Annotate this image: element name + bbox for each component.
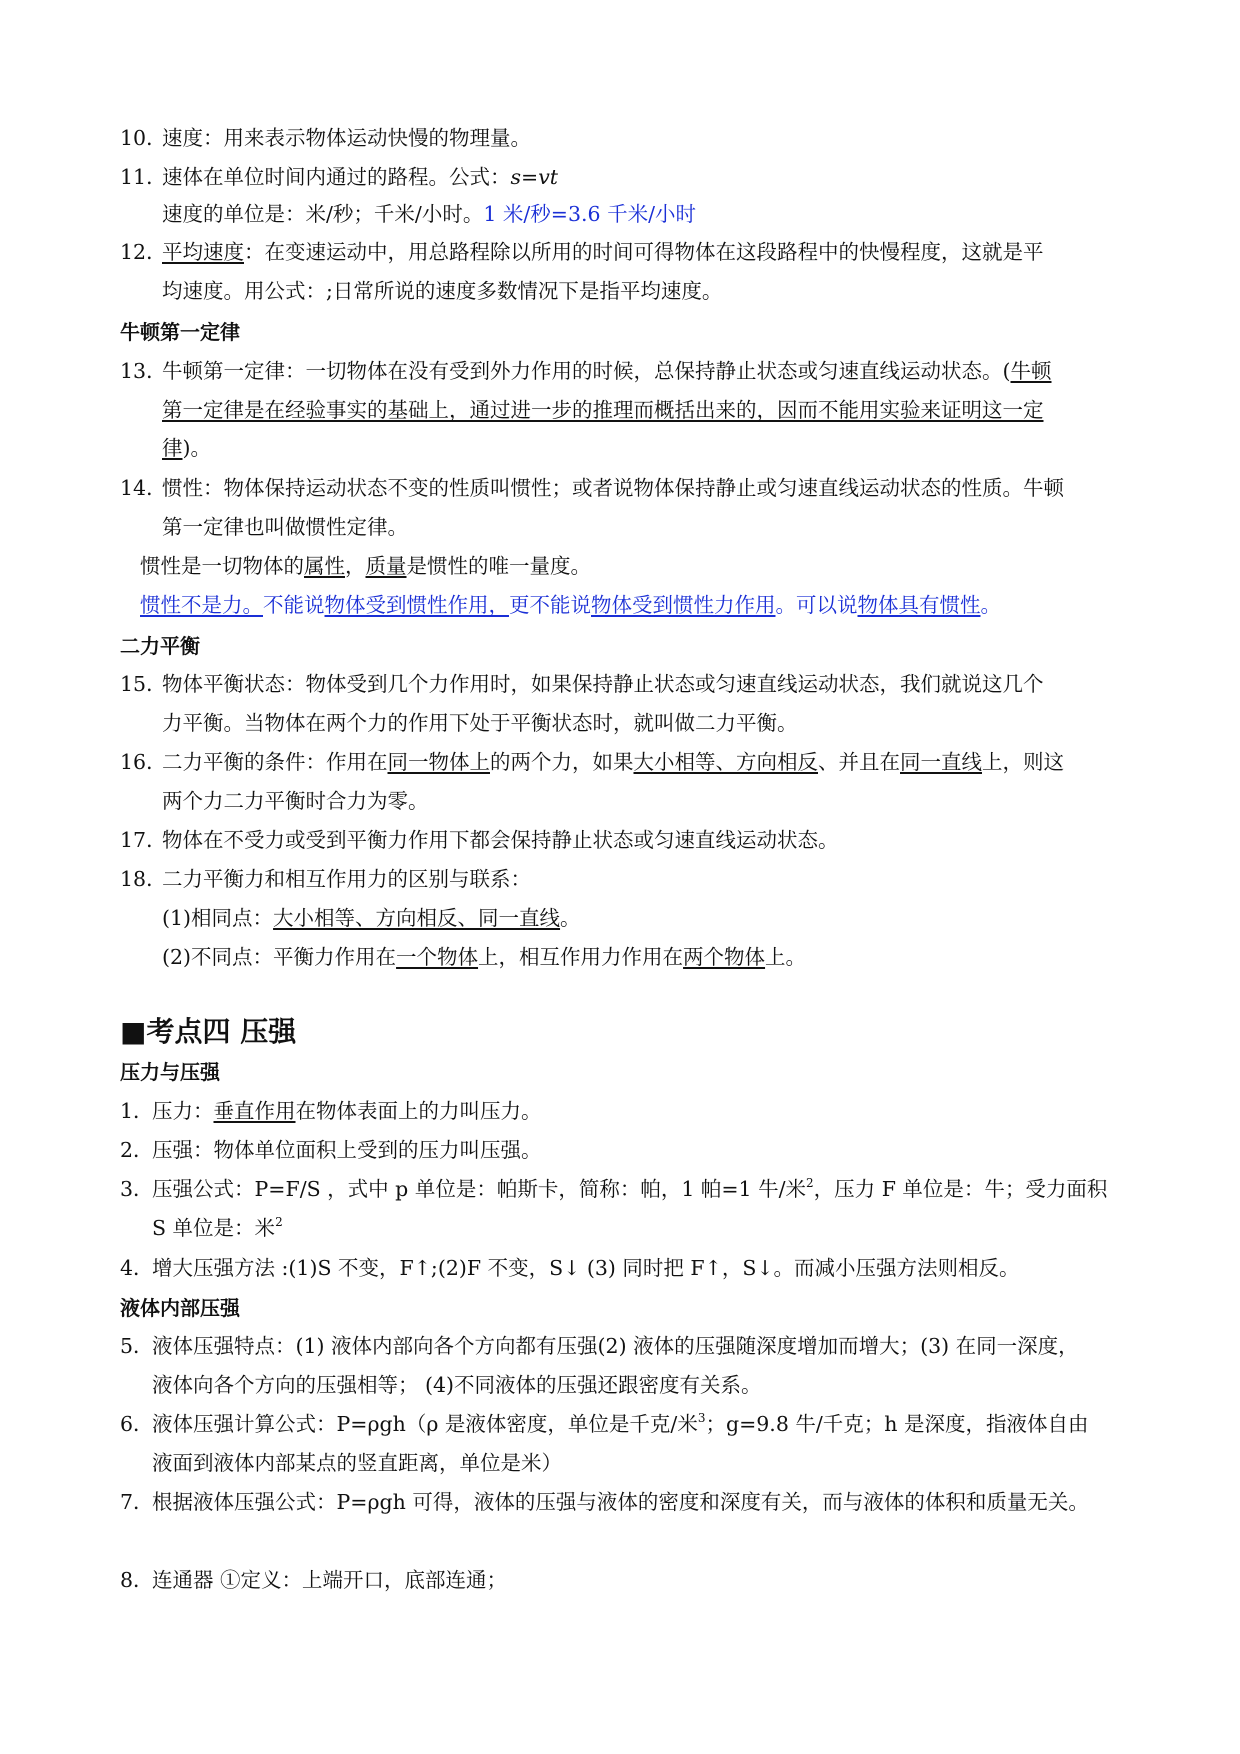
item-text: 压强公式：P=F/S ，式中 p 单位是：帕斯卡，简称：帕，1 帕=1 牛/米$^2$，压力 F 单位是：牛；受力面积 xyxy=(152,1176,1108,1201)
item-number: 11． xyxy=(120,165,167,189)
item-number: 4． xyxy=(120,1256,154,1280)
item-text: 增大压强方法 :(1)S 不变，F↑;(2)F 不变，S↓ (3) 同时把 F↑，S↓。而减小压强方法则相反。 xyxy=(152,1256,1020,1280)
item-text-line2: 两个力二力平衡时合力为零。 xyxy=(162,789,429,813)
item-number: 14． xyxy=(120,476,167,500)
item-number: 15． xyxy=(120,672,167,696)
item-text: 二力平衡力和相互作用力的区别与联系： xyxy=(162,867,531,891)
item-text-line2: 力平衡。当物体在两个力的作用下处于平衡状态时，就叫做二力平衡。 xyxy=(162,711,798,735)
item-subpoint-2: (2)不同点：平衡力作用在一个物体上，相互作用力作用在两个物体上。 xyxy=(162,945,807,969)
item-text: 平均速度：在变速运动中，用总路程除以所用的时间可得物体在这段路程中的快慢程度，这就是平 xyxy=(162,240,1044,264)
subheading-balance: 二力平衡 xyxy=(120,634,200,658)
item-text-line2: 速度的单位是：米/秒；千米/小时。1 米/秒=3.6 千米/小时 xyxy=(162,202,696,226)
item-text-line2: 第一定律是在经验事实的基础上，通过进一步的推理而概括出来的，因而不能用实验来证明这一定 xyxy=(162,398,1044,422)
item-number: 7． xyxy=(120,1490,154,1514)
term-average-speed: 平均速度 xyxy=(162,240,244,264)
unit-conversion: 1 米/秒=3.6 千米/小时 xyxy=(483,202,696,226)
item-text-line2: 液体向各个方向的压强相等； (4)不同液体的压强还跟密度有关系。 xyxy=(152,1373,762,1397)
item-text: 二力平衡的条件：作用在同一物体上的两个力，如果大小相等、方向相反、并且在同一直线上，则这 xyxy=(162,750,1064,774)
item-text-line3: 律)。 xyxy=(162,436,211,460)
item-number: 12． xyxy=(120,240,167,264)
item-text: 液体压强特点：(1) 液体内部向各个方向都有压强(2) 液体的压强随深度增加而增大；(3) 在同一深度， xyxy=(152,1334,1079,1358)
speed-formula: s=vt xyxy=(510,165,559,189)
section-heading-pressure: ■考点四 压强 xyxy=(120,1015,297,1048)
item-subpoint-1: (1)相同点：大小相等、方向相反、同一直线。 xyxy=(162,906,581,930)
item-text: 物体平衡状态：物体受到几个力作用时，如果保持静止状态或匀速直线运动状态，我们就说这几个 xyxy=(162,672,1044,696)
item-text: 速体在单位时间内通过的路程。公式：s=vt xyxy=(162,165,559,189)
inertia-warning: 惯性不是力。不能说物体受到惯性作用，更不能说物体受到惯性力作用。可以说物体具有惯性。 xyxy=(140,593,1001,617)
item-number: 13． xyxy=(120,359,167,383)
item-number: 3． xyxy=(120,1177,154,1201)
item-number: 1． xyxy=(120,1099,154,1123)
subheading-liquid-pressure: 液体内部压强 xyxy=(120,1296,240,1320)
item-text: 压强：物体单位面积上受到的压力叫压强。 xyxy=(152,1138,542,1162)
item-text: 牛顿第一定律：一切物体在没有受到外力作用的时候，总保持静止状态或匀速直线运动状态。(牛顿 xyxy=(162,359,1052,383)
item-text-line2: S 单位是：米$^2$ xyxy=(152,1215,283,1240)
item-number: 17． xyxy=(120,828,167,852)
subheading-newton: 牛顿第一定律 xyxy=(120,320,240,344)
item-text: 液体压强计算公式：P=ρgh（ρ 是液体密度，单位是千克/米$^3$；g=9.8 牛/千克；h 是深度，指液体自由 xyxy=(152,1411,1089,1436)
item-number: 2． xyxy=(120,1138,154,1162)
item-number: 5． xyxy=(120,1334,154,1358)
item-number: 8． xyxy=(120,1568,154,1592)
inertia-note: 惯性是一切物体的属性，质量是惯性的唯一量度。 xyxy=(140,554,591,578)
item-number: 16． xyxy=(120,750,167,774)
item-text: 压力：垂直作用在物体表面上的力叫压力。 xyxy=(152,1099,542,1123)
item-number: 18． xyxy=(120,867,167,891)
item-text: 根据液体压强公式：P=ρgh 可得，液体的压强与液体的密度和深度有关，而与液体的体积和质量无关。 xyxy=(152,1490,1089,1514)
item-text: 连通器 ①定义：上端开口，底部连通； xyxy=(152,1568,508,1592)
item-text-line2: 液面到液体内部某点的竖直距离，单位是米） xyxy=(152,1451,562,1475)
item-number: 10． xyxy=(120,126,167,150)
subheading-pressure: 压力与压强 xyxy=(120,1060,220,1084)
item-number: 6． xyxy=(120,1412,154,1436)
item-text: 速度：用来表示物体运动快慢的物理量。 xyxy=(162,126,531,150)
item-text-line2: 第一定律也叫做惯性定律。 xyxy=(162,515,408,539)
item-text-line2: 均速度。用公式：;日常所说的速度多数情况下是指平均速度。 xyxy=(162,279,723,303)
item-text: 物体在不受力或受到平衡力作用下都会保持静止状态或匀速直线运动状态。 xyxy=(162,828,839,852)
item-text: 惯性：物体保持运动状态不变的性质叫惯性；或者说物体保持静止或匀速直线运动状态的性质。牛顿 xyxy=(162,476,1064,500)
